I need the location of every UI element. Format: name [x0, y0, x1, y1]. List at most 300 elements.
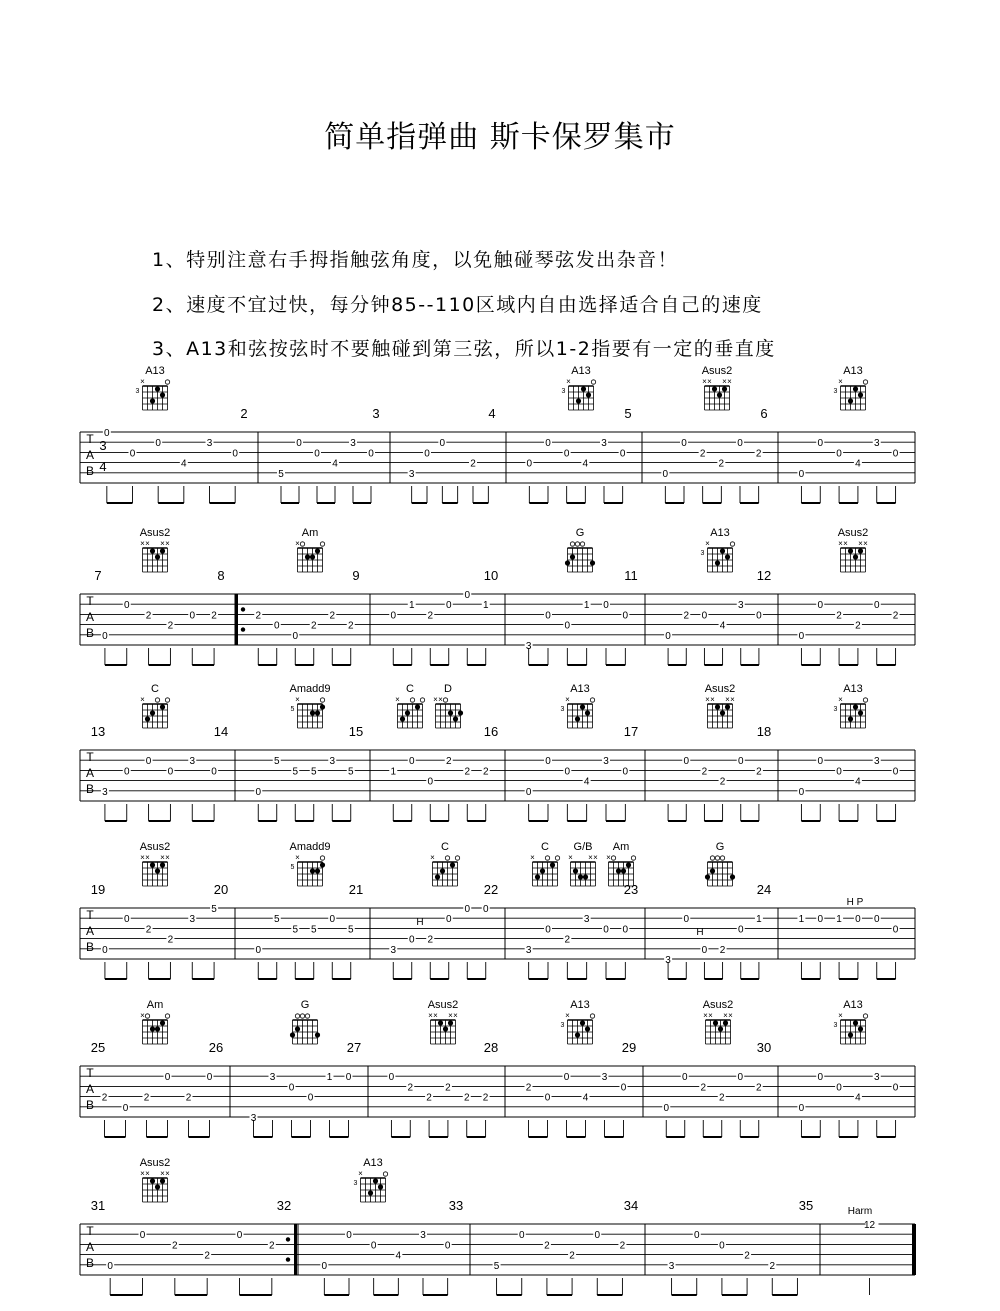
- measure-number: 30: [756, 1040, 772, 1055]
- tab-note: 0: [273, 620, 280, 632]
- tab-note: 3: [102, 786, 108, 798]
- measure-1: [103, 365, 239, 503]
- tab-note: 0: [622, 766, 629, 778]
- finger-dot: [315, 548, 320, 553]
- tab-note: 0: [873, 914, 880, 926]
- chord-diagram-am: [606, 841, 636, 886]
- measure-number: 34: [623, 1198, 639, 1213]
- tab-note: 12: [863, 1220, 876, 1231]
- tab-note: 3: [668, 1260, 675, 1272]
- finger-dot: [575, 716, 580, 721]
- measure-number: 26: [208, 1040, 224, 1055]
- chord-name: C: [541, 841, 549, 853]
- tab-note: 0: [798, 786, 805, 798]
- tab-note: 2: [211, 610, 217, 622]
- mute-mark: ×: [606, 853, 611, 862]
- tab-note: 0: [370, 1240, 377, 1252]
- tab-note: 0: [756, 610, 762, 622]
- time-sig-top: 3: [99, 438, 107, 453]
- tab-note: 4: [582, 1092, 589, 1104]
- chord-name: G: [715, 841, 725, 853]
- tab-note: 5: [211, 904, 217, 915]
- tab-note: 3: [189, 914, 196, 926]
- finger-dot: [578, 874, 583, 879]
- finger-dot: [713, 1020, 718, 1025]
- mute-mark: ×: [453, 1011, 458, 1020]
- open-mark: [570, 542, 574, 546]
- chord-name: A13: [710, 527, 730, 539]
- tab-note: 2: [525, 1082, 532, 1094]
- tab-note: 4: [582, 458, 589, 470]
- chord-name: A13: [145, 365, 165, 377]
- mute-mark: ×: [568, 853, 573, 862]
- tab-note: 3: [665, 955, 671, 966]
- tab-note: 0: [408, 934, 415, 946]
- finger-dot: [585, 710, 590, 715]
- open-mark: [631, 856, 635, 860]
- finger-dot: [570, 554, 575, 559]
- tab-note: 2: [470, 458, 476, 470]
- finger-dot: [378, 1184, 383, 1189]
- mute-mark: ×: [165, 1169, 170, 1178]
- tab-note: 2: [427, 610, 434, 622]
- tab-note: 2: [718, 1092, 725, 1104]
- mute-mark: ×: [710, 695, 715, 704]
- finger-dot: [583, 874, 588, 879]
- tab-note: 0: [620, 1082, 627, 1094]
- tab-note: 2: [755, 1082, 762, 1094]
- mute-mark: ×: [140, 539, 145, 548]
- tab-note: 1: [408, 600, 415, 612]
- tab-note: 2: [755, 448, 762, 460]
- fret-number: 3: [560, 706, 565, 713]
- tab-note: 2: [463, 1092, 470, 1104]
- finger-dot: [155, 1026, 160, 1031]
- chord-diagram-amadd9: [290, 841, 331, 886]
- clef-letter: B: [85, 1256, 95, 1270]
- tab-note: 0: [464, 904, 471, 915]
- chord-name: A13: [843, 999, 863, 1011]
- finger-dot: [448, 710, 453, 715]
- measure-5: [624, 365, 762, 503]
- tab-note: 0: [544, 1092, 551, 1104]
- tab-note: 2: [172, 1240, 178, 1252]
- open-mark: [420, 698, 424, 702]
- mute-mark: ×: [140, 695, 145, 704]
- chord-diagram-asus2: [140, 1157, 171, 1202]
- chord-name: A13: [843, 365, 863, 377]
- tab-note: 0: [563, 448, 570, 460]
- measure-number: 33: [448, 1198, 464, 1213]
- tab-note: 2: [892, 610, 899, 622]
- finger-dot: [310, 710, 315, 715]
- finger-dot: [550, 862, 555, 867]
- clef-letter: A: [85, 924, 95, 938]
- open-mark: [591, 380, 595, 384]
- clef-letter: T: [86, 594, 94, 608]
- open-mark: [145, 1014, 149, 1018]
- tab-note: 0: [232, 448, 238, 460]
- chord-name: A13: [570, 683, 590, 695]
- tab-note: 3: [873, 1072, 880, 1084]
- fret-number: 3: [833, 1022, 838, 1029]
- mute-mark: ×: [295, 853, 300, 862]
- finger-dot: [155, 386, 160, 391]
- chord-name: D: [444, 683, 452, 695]
- mute-mark: ×: [593, 853, 598, 862]
- tab-note: 5: [347, 924, 354, 936]
- measure-10: [484, 527, 630, 665]
- hammer-on-label: H: [696, 927, 704, 938]
- tab-note: 0: [102, 630, 108, 642]
- tab-note: 0: [107, 1260, 113, 1272]
- chord-diagram-a13: [354, 1157, 388, 1202]
- chord-diagram-g-b: [568, 841, 598, 886]
- tab-note: 3: [525, 944, 532, 956]
- instruction-note-1: 1、特别注意右手拇指触弦角度，以免触碰琴弦发出杂音！: [152, 249, 679, 271]
- measure-number: 5: [624, 406, 632, 421]
- tab-note: 0: [681, 1072, 688, 1084]
- finger-dot: [145, 716, 150, 721]
- chord-name: C: [441, 841, 449, 853]
- chord-name: A13: [570, 999, 590, 1011]
- mute-mark: ×: [838, 377, 843, 386]
- fret-number: 3: [833, 706, 838, 713]
- mute-mark: ×: [448, 1011, 453, 1020]
- finger-dot: [448, 1020, 453, 1025]
- measure-number: 27: [346, 1040, 362, 1055]
- mute-mark: ×: [588, 853, 593, 862]
- tab-clef: [86, 594, 94, 640]
- chord-diagram-amadd9: [290, 683, 331, 728]
- tab-note: 3: [601, 1072, 608, 1084]
- tab-note: 0: [545, 438, 551, 450]
- tab-note: 5: [292, 924, 299, 936]
- tab-note: 0: [123, 766, 130, 778]
- finger-dot: [320, 862, 325, 867]
- tab-note: 0: [683, 756, 690, 768]
- finger-dot: [715, 560, 720, 565]
- finger-dot: [853, 554, 858, 559]
- tab-note: 0: [526, 458, 533, 470]
- measure-4: [488, 365, 626, 503]
- mute-mark: ×: [858, 539, 863, 548]
- tab-note: 0: [255, 786, 262, 798]
- fret-number: 5: [290, 864, 295, 871]
- tab-note: 0: [408, 756, 415, 768]
- tab-clef: [86, 432, 94, 478]
- clef-letter: T: [86, 908, 94, 922]
- tab-note: 2: [445, 756, 452, 768]
- measure-number: 24: [756, 882, 772, 897]
- chord-diagram-c: [530, 841, 560, 886]
- mute-mark: ×: [438, 695, 443, 704]
- tab-note: 3: [250, 1113, 257, 1124]
- tab-note: 3: [189, 756, 196, 768]
- measure-number: 22: [483, 882, 499, 897]
- chord-name: A13: [571, 365, 591, 377]
- tab-note: 0: [545, 924, 551, 936]
- finger-dot: [848, 398, 853, 403]
- measure-19: [91, 841, 218, 979]
- mute-mark: ×: [395, 695, 400, 704]
- tab-note: 1: [482, 600, 489, 612]
- finger-dot: [715, 704, 720, 709]
- tab-note: 0: [482, 904, 489, 915]
- finger-dot: [150, 1178, 155, 1183]
- tab-system-5: [80, 999, 915, 1137]
- finger-dot: [450, 862, 455, 867]
- chord-name: Asus2: [702, 999, 734, 1011]
- mute-mark: ×: [705, 695, 710, 704]
- mute-mark: ×: [160, 853, 165, 862]
- measure-33: [449, 1198, 627, 1295]
- tab-note: 2: [482, 1092, 489, 1104]
- finger-dot: [295, 1026, 300, 1031]
- repeat-start-bar: [235, 594, 238, 645]
- tab-clef: [86, 1066, 94, 1112]
- measure-number: 15: [348, 724, 364, 739]
- open-mark: [863, 1014, 867, 1018]
- measure-number: 25: [90, 1040, 106, 1055]
- tab-note: 5: [273, 756, 280, 768]
- finger-dot: [573, 868, 578, 873]
- chord-diagram-a13: [701, 527, 735, 572]
- tab-note: 2: [464, 766, 471, 778]
- tab-note: 2: [347, 620, 354, 632]
- open-mark: [383, 1172, 387, 1176]
- tab-note: 3: [601, 438, 607, 450]
- tab-note: 0: [701, 610, 708, 622]
- tab-note: 0: [817, 914, 824, 926]
- chord-name: Am: [146, 999, 164, 1011]
- measure-32: [277, 1157, 452, 1295]
- finger-dot: [440, 868, 445, 873]
- finger-dot: [155, 1184, 160, 1189]
- finger-dot: [720, 548, 725, 553]
- finger-dot: [575, 1032, 580, 1037]
- tab-note: 2: [329, 610, 336, 622]
- harmonic-label: Harm: [847, 1206, 873, 1217]
- tab-note: 0: [255, 944, 262, 956]
- clef-letter: T: [86, 750, 94, 764]
- fret-number: 3: [700, 550, 705, 557]
- open-mark: [165, 698, 169, 702]
- mute-mark: ×: [295, 695, 300, 704]
- finger-dot: [405, 710, 410, 715]
- chord-name: C: [151, 683, 159, 695]
- tab-note: 4: [181, 458, 187, 470]
- tab-note: 2: [699, 448, 706, 460]
- clef-letter: A: [85, 448, 95, 462]
- tab-note: 0: [122, 1102, 129, 1114]
- finger-dot: [150, 862, 155, 867]
- tab-note: 4: [332, 458, 338, 470]
- clef-letter: B: [85, 940, 95, 954]
- open-mark: [320, 856, 324, 860]
- measure-number: 10: [483, 568, 499, 583]
- tab-note: 0: [439, 438, 446, 450]
- open-mark: [443, 698, 447, 702]
- measure-number: 20: [213, 882, 229, 897]
- finger-dot: [150, 548, 155, 553]
- tab-note: 3: [408, 468, 415, 480]
- tab-note: 2: [145, 610, 152, 622]
- tab-note: 2: [744, 1250, 750, 1262]
- page-title: 简单指弹曲 斯卡保罗集市: [324, 120, 676, 155]
- finger-dot: [621, 868, 626, 873]
- tab-note: 0: [445, 600, 452, 612]
- finger-dot: [535, 874, 540, 879]
- finger-dot: [848, 548, 853, 553]
- chord-diagram-asus2: [428, 999, 459, 1044]
- finger-dot: [155, 868, 160, 873]
- mute-mark: ×: [165, 853, 170, 862]
- mute-mark: ×: [160, 1169, 165, 1178]
- repeat-dot: [241, 627, 245, 631]
- hammer-pull-label: H P: [846, 897, 864, 908]
- chord-diagram-am: [295, 527, 325, 572]
- repeat-dot: [286, 1237, 290, 1241]
- mute-mark: ×: [705, 539, 710, 548]
- tab-note: 2: [167, 934, 174, 946]
- finger-dot: [580, 1020, 585, 1025]
- finger-dot: [368, 1190, 373, 1195]
- tab-note: 0: [798, 1102, 805, 1114]
- tab-note: 4: [719, 620, 726, 632]
- fret-number: 3: [353, 1180, 358, 1187]
- measure-number: 8: [217, 568, 225, 583]
- tab-note: 4: [855, 776, 861, 788]
- finger-dot: [315, 710, 320, 715]
- mute-mark: ×: [140, 1169, 145, 1178]
- tab-note: 0: [346, 1230, 352, 1242]
- mute-mark: ×: [707, 377, 712, 386]
- tab-system-3: [80, 683, 915, 821]
- tab-note: 0: [102, 944, 108, 956]
- chord-diagram-asus2: [838, 527, 869, 572]
- chord-name: Asus2: [139, 527, 171, 539]
- chord-diagram-asus2: [703, 999, 734, 1044]
- mute-mark: ×: [295, 539, 300, 548]
- finger-dot: [565, 560, 570, 565]
- finger-dot: [540, 868, 545, 873]
- tab-note: 0: [545, 756, 551, 768]
- tab-note: 2: [619, 1240, 626, 1252]
- clef-letter: A: [85, 610, 95, 624]
- chord-diagram-c: [395, 683, 425, 728]
- measure-number: 29: [621, 1040, 637, 1055]
- tab-note: 0: [390, 610, 397, 622]
- clef-letter: B: [85, 1098, 95, 1112]
- tab-note: 4: [583, 776, 590, 788]
- mute-mark: ×: [863, 539, 868, 548]
- tab-note: 3: [329, 756, 336, 768]
- mute-mark: ×: [727, 377, 732, 386]
- finger-dot: [310, 868, 315, 873]
- tab-note: 0: [518, 1230, 525, 1242]
- chord-name: C: [406, 683, 414, 695]
- finger-dot: [853, 1020, 858, 1025]
- tab-note: 0: [388, 1072, 395, 1084]
- chord-name: Am: [301, 527, 319, 539]
- tab-note: 0: [798, 630, 805, 642]
- open-mark: [611, 856, 615, 860]
- tab-note: 1: [798, 914, 805, 926]
- chord-name: G/B: [573, 841, 593, 853]
- tab-note: 0: [307, 1092, 314, 1104]
- measure-13: [91, 683, 218, 821]
- mute-mark: ×: [703, 1011, 708, 1020]
- mute-mark: ×: [430, 853, 435, 862]
- repeat-dot: [286, 1257, 290, 1261]
- finger-dot: [160, 862, 165, 867]
- fret-number: 3: [560, 1022, 565, 1029]
- finger-dot: [315, 868, 320, 873]
- tab-note: 2: [701, 766, 708, 778]
- tab-note: 2: [683, 610, 690, 622]
- tab-note: 0: [211, 766, 217, 778]
- measure-7: [94, 527, 218, 665]
- finger-dot: [718, 1026, 723, 1031]
- open-mark: [165, 380, 169, 384]
- tab-note: 0: [817, 438, 824, 450]
- finger-dot: [320, 704, 325, 709]
- finger-dot: [725, 704, 730, 709]
- tab-note: 0: [236, 1230, 243, 1242]
- tab-note: 0: [737, 1072, 744, 1084]
- tab-note: 0: [892, 924, 899, 936]
- measure-number: 4: [488, 406, 496, 421]
- tab-note: 5: [278, 468, 284, 480]
- tab-note: 4: [855, 1092, 861, 1104]
- open-mark: [715, 856, 719, 860]
- tab-note: 0: [164, 1072, 171, 1084]
- mute-mark: ×: [160, 539, 165, 548]
- tab-note: 0: [817, 600, 824, 612]
- open-mark: [410, 698, 414, 702]
- tab-note: 2: [769, 1260, 776, 1272]
- tab-note: 0: [798, 468, 805, 480]
- tab-note: 0: [662, 468, 669, 480]
- final-bar: [912, 1224, 916, 1275]
- tab-note: 0: [288, 1082, 295, 1094]
- tab-system-1: [80, 365, 915, 503]
- chord-diagram-a13: [561, 999, 595, 1044]
- finger-dot: [580, 704, 585, 709]
- tab-note: 2: [426, 1092, 432, 1104]
- tab-note: 0: [683, 914, 690, 926]
- open-mark: [455, 856, 459, 860]
- finger-dot: [160, 392, 165, 397]
- finger-dot: [400, 716, 405, 721]
- open-mark: [320, 542, 324, 546]
- chord-diagram-g: [565, 527, 595, 572]
- tab-note: 3: [420, 1230, 426, 1242]
- chord-name: Amadd9: [289, 841, 331, 853]
- chord-name: G: [575, 527, 585, 539]
- instruction-note-3: 3、A13和弦按弦时不要触碰到第三弦，所以1-2指要有一定的垂直度: [152, 338, 776, 360]
- tab-note: 0: [155, 438, 161, 450]
- chord-name: Asus2: [701, 365, 733, 377]
- finger-dot: [853, 386, 858, 391]
- tab-note: 0: [189, 610, 196, 622]
- open-mark: [305, 1014, 309, 1018]
- tab-note: 3: [525, 641, 532, 652]
- tab-clef: [86, 1224, 94, 1270]
- tab-note: 3: [269, 1072, 276, 1084]
- tab-note: 0: [594, 1230, 601, 1242]
